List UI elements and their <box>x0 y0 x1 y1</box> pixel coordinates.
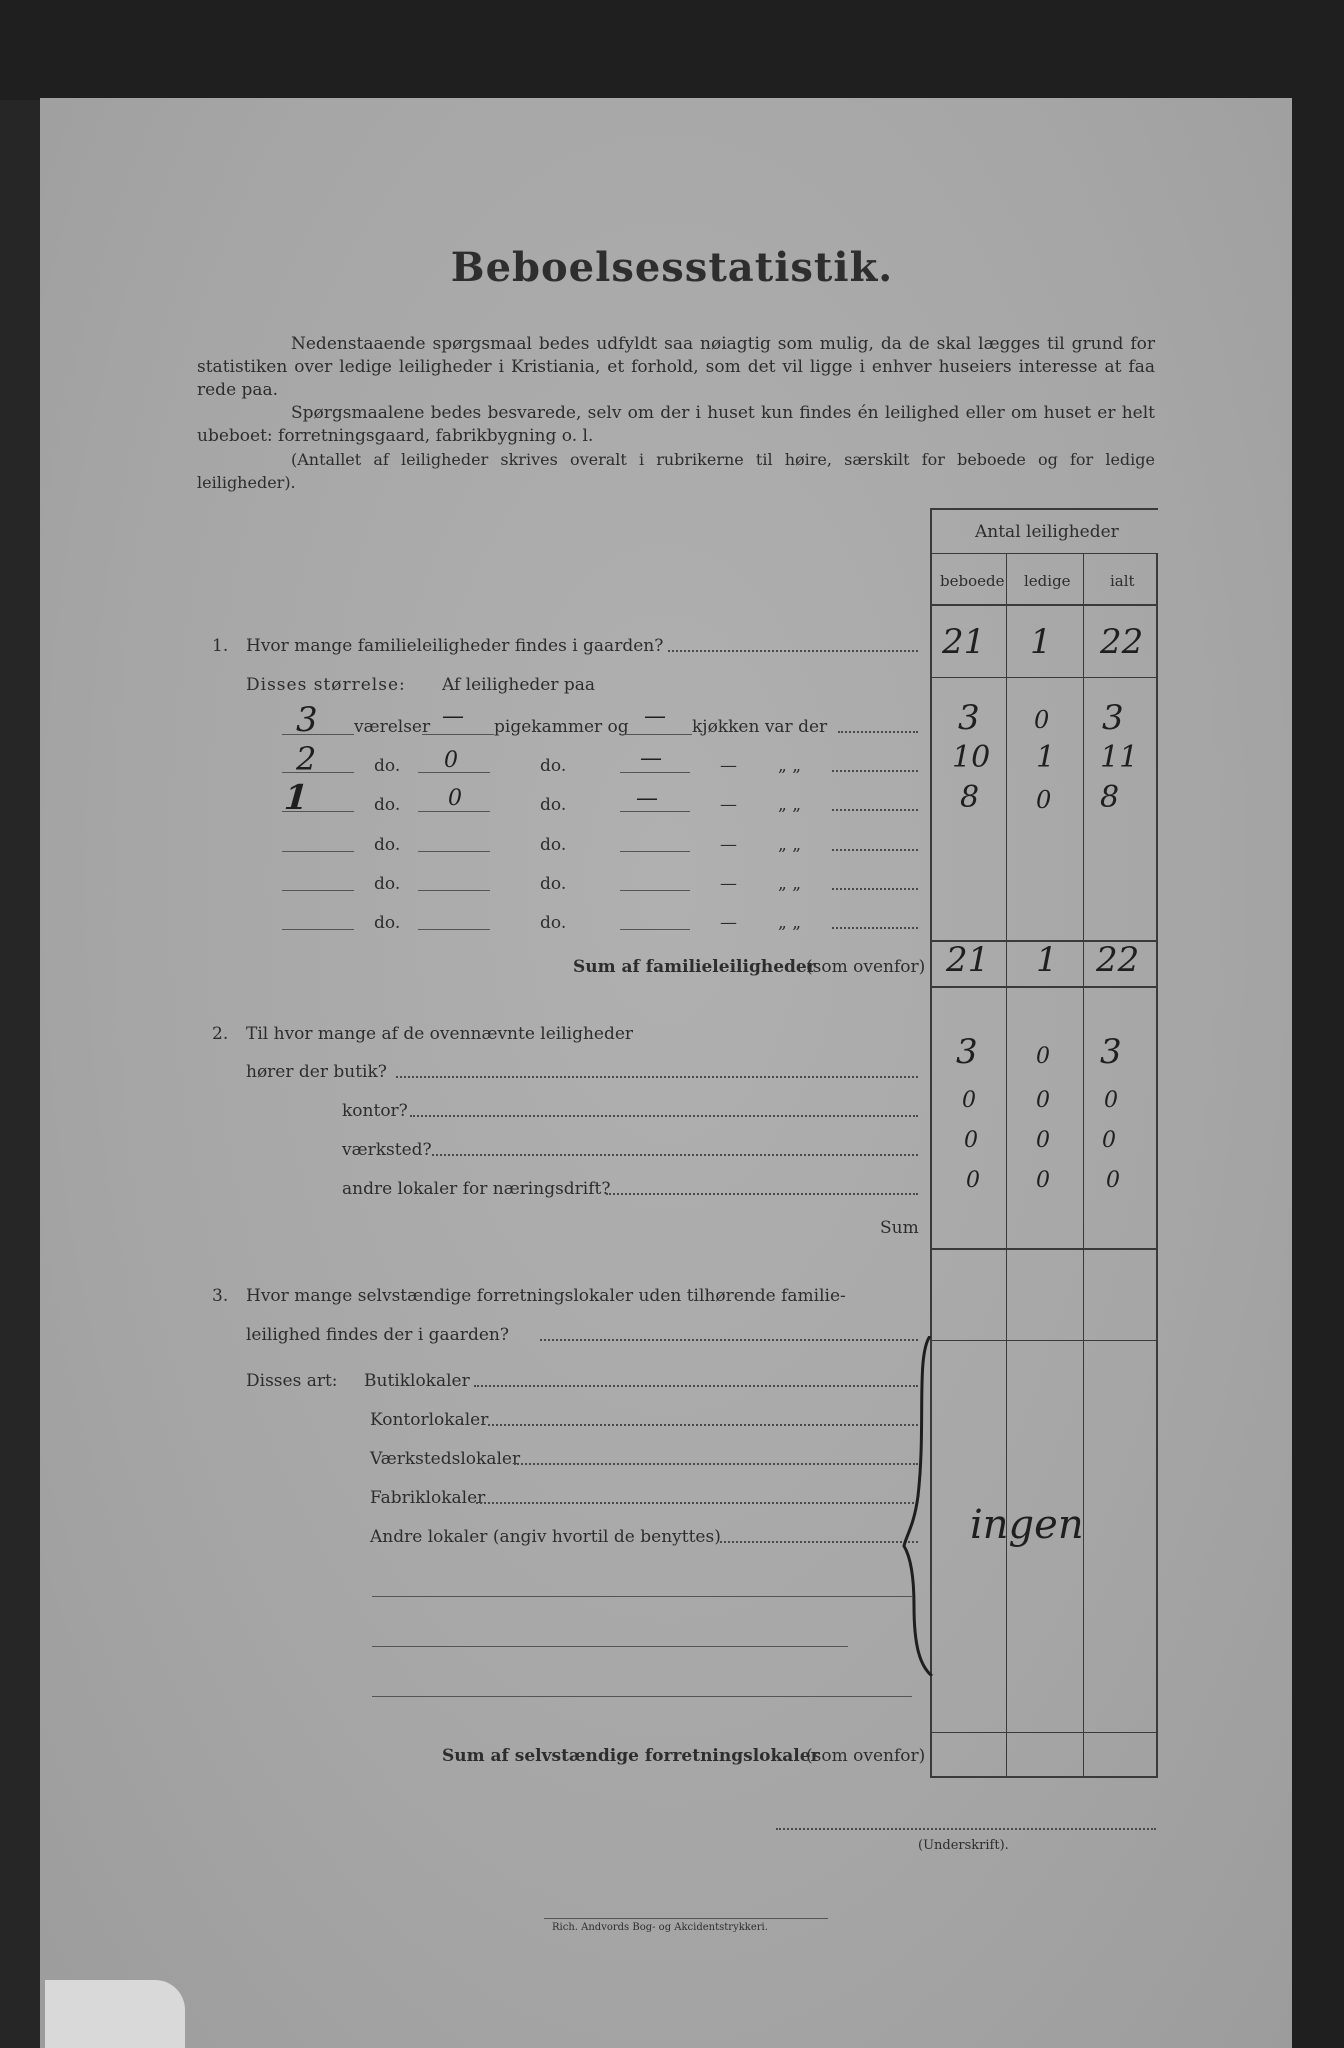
row6-leader-dots <box>832 927 918 929</box>
do-label-2: do. <box>374 756 401 776</box>
q1-leader-dots <box>668 650 918 652</box>
intro-paragraph-2: Spørgsmaalene bedes besvarede, selv om der i huset kun findes én leilighed eller om huset er helt ubeboet: forretningsgaard, fabrikbygning o. l. <box>197 403 1155 446</box>
q3-sum-label: Sum af selvstændige forretningslokaler <box>442 1746 820 1766</box>
dash-3: — <box>720 795 737 815</box>
q3-number: 3. <box>212 1286 229 1306</box>
do-label-4: do. <box>374 835 401 855</box>
do2-label-5: do. <box>540 874 567 894</box>
row3-beboede: 8 <box>960 780 980 815</box>
q2-butik-dots <box>396 1076 918 1078</box>
q2-item-vaerksted: værksted? <box>342 1140 432 1160</box>
ditto-4: „ „ <box>778 835 802 855</box>
q3-question-line1: Hvor mange selvstændige forretningslokaler uden tilhørende familie- <box>246 1286 846 1306</box>
col-header-ledige: ledige <box>1024 572 1071 590</box>
pige-blank-6 <box>418 929 490 930</box>
q3-write-line-2 <box>372 1646 848 1647</box>
q3-answer-handwritten: ingen <box>970 1502 1084 1548</box>
do-label-3: do. <box>374 795 401 815</box>
q2-number: 2. <box>212 1024 229 1044</box>
row3-ledige: 0 <box>1036 786 1052 814</box>
printer-imprint: Rich. Andvords Bog- og Akcidentstrykkeri. <box>552 1922 768 1933</box>
q3-question-dots <box>540 1339 918 1341</box>
col-header-ialt: ialt <box>1110 572 1135 590</box>
q1-ledige: 1 <box>1030 622 1052 662</box>
ditto-2: „ „ <box>778 756 802 776</box>
q3-item-butik: Butiklokaler <box>364 1371 470 1391</box>
row1-beboede: 3 <box>958 698 980 738</box>
q2-butik-ialt: 3 <box>1100 1032 1122 1072</box>
intro-paragraph-1: Nedenstaaende spørgsmaal bedes udfyldt saa nøiagtig som mulig, da de skal lægges til grund for statistiken over ledige leiligheder i Kristiania, et forhold, som det vil ligge i enhver huseiers interesse at faa rede paa. <box>197 334 1155 400</box>
q2-vaerksted-ledige: 0 <box>1036 1128 1050 1153</box>
kj-blank-2 <box>620 772 690 773</box>
q3-andre-dots <box>720 1541 918 1543</box>
row2-leader-dots <box>832 770 918 772</box>
q2-kontor-dots <box>410 1115 918 1117</box>
q3-sum-note: (som ovenfor) <box>806 1746 926 1766</box>
q1-beboede: 21 <box>942 622 986 662</box>
q3-write-line-1 <box>372 1596 912 1597</box>
q3-butik-dots <box>474 1385 918 1387</box>
do-label-5: do. <box>374 874 401 894</box>
kj-blank-1 <box>622 734 692 735</box>
q1-question: Hvor mange familieleiligheder findes i gaarden? <box>246 636 664 656</box>
q2-item-butik: hører der butik? <box>246 1062 387 1082</box>
q2-vaerksted-dots <box>432 1154 918 1156</box>
header-bottom-rule <box>930 604 1158 606</box>
kj-value-1: — <box>644 704 666 729</box>
kj-value-2: — <box>640 746 662 771</box>
table-right-rule <box>1156 553 1158 1778</box>
printer-rule <box>544 1918 828 1919</box>
pige-blank-3 <box>418 811 490 812</box>
q1-sum-label: Sum af familieleiligheder <box>573 957 816 977</box>
col-divider-1 <box>1006 553 1007 1778</box>
q3-answer-rule <box>930 1340 1158 1341</box>
do2-label-4: do. <box>540 835 567 855</box>
q2-kontor-ialt: 0 <box>1104 1088 1118 1113</box>
rooms-blank-5 <box>282 890 354 891</box>
q2-vaerksted-ialt: 0 <box>1102 1128 1116 1153</box>
pige-value-1: — <box>442 704 464 729</box>
kj-blank-4 <box>620 851 690 852</box>
rooms-blank-6 <box>282 929 354 930</box>
pige-value-3: 0 <box>448 786 462 811</box>
q1-sum-beboede: 21 <box>946 940 990 980</box>
intro-paragraph-3: (Antallet af leiligheder skrives overalt i rubrikerne til høire, særskilt for beboede og for ledige leiligheder). <box>197 450 1155 492</box>
signature-label: (Underskrift). <box>918 1838 1009 1853</box>
q3-item-vaerksted: Værkstedslokaler <box>370 1449 521 1469</box>
kj-blank-6 <box>620 929 690 930</box>
q3-fabrik-dots <box>476 1502 918 1504</box>
do2-label-2: do. <box>540 756 567 776</box>
q1-disses-label: Disses størrelse: <box>246 675 406 695</box>
q2-andre-ialt: 0 <box>1106 1168 1120 1193</box>
pige-blank-1 <box>422 734 494 735</box>
rooms-value-2: 2 <box>296 740 317 778</box>
q2-vaerksted-beboede: 0 <box>964 1128 978 1153</box>
q1-ialt: 22 <box>1100 622 1144 662</box>
ditto-3: „ „ <box>778 795 802 815</box>
q2-kontor-ledige: 0 <box>1036 1088 1050 1113</box>
row1-ialt: 3 <box>1102 698 1124 738</box>
q2-item-kontor: kontor? <box>342 1101 408 1121</box>
q2-sum-label: Sum <box>880 1218 919 1238</box>
q1-sum-bottom-rule <box>930 986 1158 988</box>
q2-butik-beboede: 3 <box>956 1032 978 1072</box>
row5-leader-dots <box>832 888 918 890</box>
q2-sum-rule <box>930 1248 1158 1250</box>
row2-beboede: 10 <box>952 740 991 775</box>
q3-item-fabrik: Fabriklokaler <box>370 1488 486 1508</box>
q2-kontor-beboede: 0 <box>962 1088 976 1113</box>
do2-label-6: do. <box>540 913 567 933</box>
q3-vaerksted-dots <box>514 1463 918 1465</box>
rooms-blank-2 <box>282 772 354 773</box>
scan-edge <box>0 100 40 2048</box>
dash-2: — <box>720 756 737 776</box>
ditto-5: „ „ <box>778 874 802 894</box>
q1-number: 1. <box>212 636 229 656</box>
do2-label-3: do. <box>540 795 567 815</box>
q3-item-kontor: Kontorlokaler <box>370 1410 489 1430</box>
q3-sum-top-rule <box>930 1732 1158 1733</box>
q3-write-line-3 <box>372 1696 912 1697</box>
dash-6: — <box>720 913 737 933</box>
row1-ledige: 0 <box>1034 706 1050 734</box>
row1-leader-dots <box>838 731 918 733</box>
kj-value-3: — <box>636 786 658 811</box>
pige-blank-5 <box>418 890 490 891</box>
brace-mark <box>900 1336 940 1676</box>
pige-blank-4 <box>418 851 490 852</box>
q1-answer-rule <box>930 677 1158 678</box>
q3-kontor-dots <box>488 1424 918 1426</box>
kjokken-label: kjøkken var der <box>692 717 828 737</box>
col-header-beboede: beboede <box>940 572 1005 590</box>
row2-ledige: 1 <box>1036 740 1056 775</box>
dash-5: — <box>720 874 737 894</box>
header-sub-rule <box>930 553 1158 554</box>
row2-ialt: 11 <box>1100 740 1139 775</box>
q2-andre-beboede: 0 <box>966 1168 980 1193</box>
rooms-blank-4 <box>282 851 354 852</box>
q2-andre-dots <box>606 1193 918 1195</box>
row3-ialt: 8 <box>1100 780 1120 815</box>
table-top-rule <box>930 508 1158 510</box>
table-group-header: Antal leiligheder <box>975 522 1119 542</box>
q3-sum-bottom-rule <box>930 1776 1158 1778</box>
q3-disses-label: Disses art: <box>246 1371 338 1391</box>
rooms-value-3: 1 <box>278 778 314 818</box>
q2-butik-ledige: 0 <box>1036 1044 1050 1069</box>
pigekammer-label: pigekammer og <box>494 717 629 737</box>
q1-sum-note: (som ovenfor) <box>806 957 926 977</box>
film-corner <box>45 1980 185 2048</box>
q3-item-andre: Andre lokaler (angiv hvortil de benyttes) <box>370 1527 721 1547</box>
kj-blank-3 <box>620 811 690 812</box>
kj-blank-5 <box>620 890 690 891</box>
rooms-value-1: 3 <box>296 700 318 740</box>
signature-line <box>776 1828 1156 1830</box>
col-divider-2 <box>1083 553 1084 1778</box>
do-label-6: do. <box>374 913 401 933</box>
q2-andre-ledige: 0 <box>1036 1168 1050 1193</box>
rooms-blank-1 <box>282 734 354 735</box>
q2-item-andre: andre lokaler for næringsdrift? <box>342 1179 611 1199</box>
vaerelser-label: værelser <box>354 717 431 737</box>
q3-question-line2: leilighed findes der i gaarden? <box>246 1325 509 1345</box>
q1-sum-ialt: 22 <box>1096 940 1140 980</box>
page-title: Beboelsesstatistik. <box>450 244 894 291</box>
q2-question: Til hvor mange af de ovennævnte leiligheder <box>246 1024 634 1044</box>
dash-4: — <box>720 835 737 855</box>
row4-leader-dots <box>832 849 918 851</box>
q1-af-label: Af leiligheder paa <box>442 675 595 695</box>
q1-sum-ledige: 1 <box>1036 940 1058 980</box>
pige-value-2: 0 <box>444 748 458 773</box>
ditto-6: „ „ <box>778 913 802 933</box>
row3-leader-dots <box>832 809 918 811</box>
